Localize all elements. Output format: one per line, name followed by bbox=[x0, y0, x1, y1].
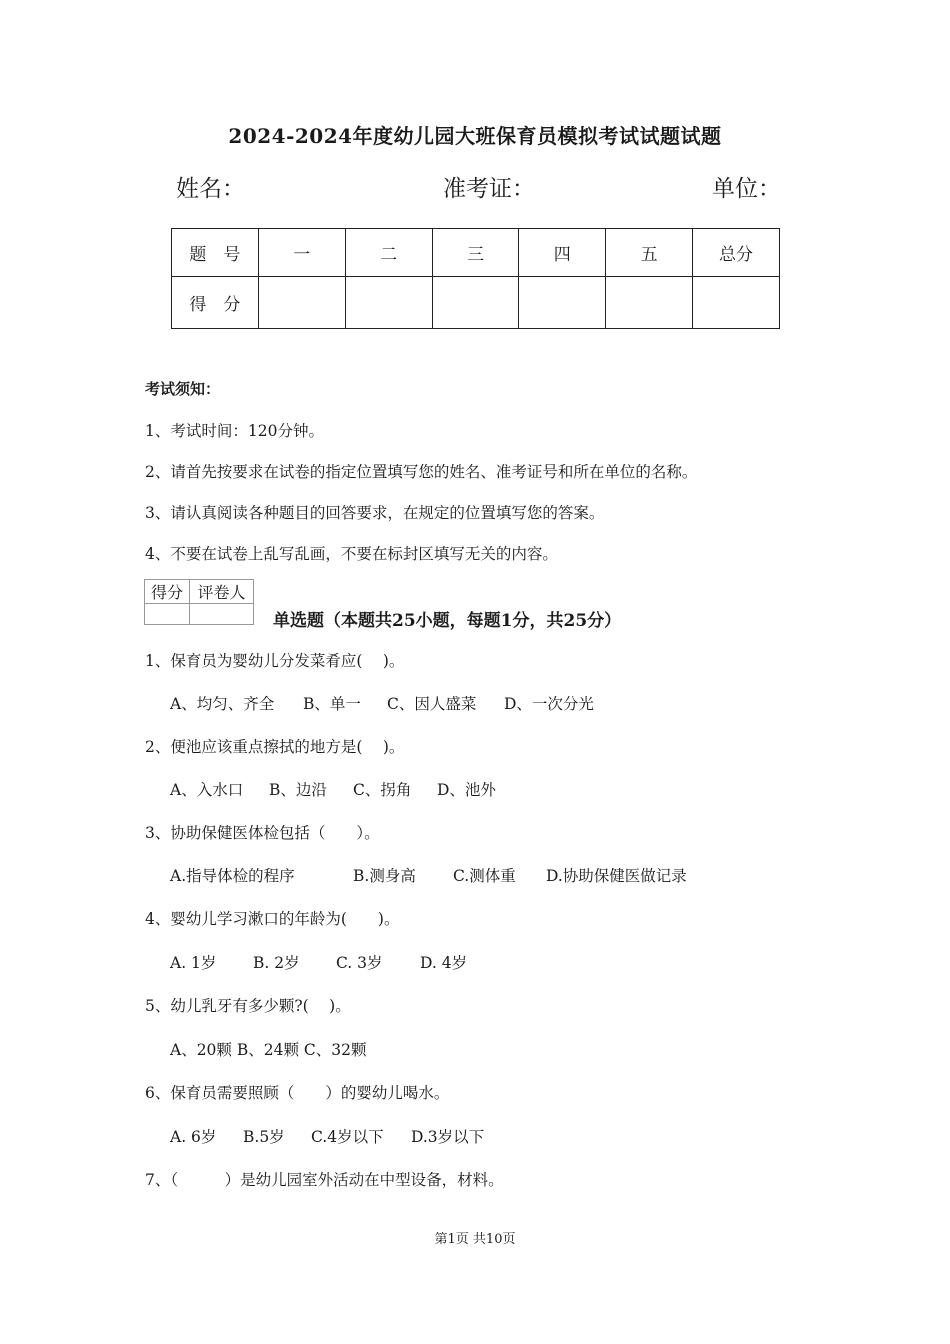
option[interactable]: D. 4岁 bbox=[420, 954, 468, 972]
notice-item: 4、不要在试卷上乱写乱画，不要在标封区填写无关的内容。 bbox=[145, 545, 558, 563]
question-text: 1、保育员为婴幼儿分发菜肴应( )。 bbox=[145, 652, 405, 670]
option[interactable]: B. 2岁 bbox=[253, 954, 300, 972]
document-title: 2024-2024年度幼儿园大班保育员模拟考试试题试题 bbox=[228, 124, 722, 148]
score-cell[interactable] bbox=[693, 277, 780, 329]
question-options bbox=[170, 1038, 366, 1060]
option[interactable]: C.4岁以下 bbox=[311, 1128, 384, 1146]
question-options bbox=[170, 778, 496, 800]
grader-score-label: 得分 bbox=[145, 580, 190, 604]
option[interactable]: C. 3岁 bbox=[336, 954, 383, 972]
score-header-cell: 四 bbox=[519, 229, 606, 277]
option[interactable]: C.测体重 bbox=[453, 867, 516, 885]
option[interactable]: B、单一 bbox=[303, 695, 361, 713]
option[interactable]: A.指导体检的程序 bbox=[170, 867, 295, 885]
page-footer: 第1页 共10页 bbox=[434, 1232, 516, 1247]
exam-id-label: 准考证： bbox=[443, 176, 535, 202]
option[interactable]: D.3岁以下 bbox=[411, 1128, 485, 1146]
score-table bbox=[171, 228, 780, 329]
question-text: 3、协助保健医体检包括（ ）。 bbox=[145, 824, 380, 842]
option[interactable]: D、一次分光 bbox=[504, 695, 594, 713]
score-cell[interactable] bbox=[606, 277, 693, 329]
question-text: 2、便池应该重点擦拭的地方是( )。 bbox=[145, 738, 405, 756]
notice-title: 考试须知： bbox=[145, 380, 221, 398]
question-text: 6、保育员需要照顾（ ）的婴幼儿喝水。 bbox=[145, 1084, 450, 1102]
option[interactable]: A. 6岁 bbox=[170, 1128, 217, 1146]
question-options bbox=[170, 692, 594, 714]
question-options bbox=[170, 1125, 484, 1147]
score-header-cell: 总分 bbox=[693, 229, 780, 277]
score-cell[interactable] bbox=[258, 277, 345, 329]
question-text: 4、婴幼儿学习漱口的年龄为( )。 bbox=[145, 910, 400, 928]
name-label: 姓名： bbox=[176, 176, 245, 202]
option[interactable]: A. 1岁 bbox=[170, 954, 217, 972]
grader-reviewer-cell[interactable] bbox=[190, 604, 254, 625]
option[interactable]: B.测身高 bbox=[353, 867, 416, 885]
option[interactable]: D、池外 bbox=[437, 781, 496, 799]
score-header-cell: 三 bbox=[432, 229, 519, 277]
score-header-cell: 一 bbox=[258, 229, 345, 277]
option[interactable]: C、因人盛菜 bbox=[387, 695, 477, 713]
notice-item: 2、请首先按要求在试卷的指定位置填写您的姓名、准考证号和所在单位的名称。 bbox=[145, 463, 698, 481]
question-text: 5、幼儿乳牙有多少颗?( )。 bbox=[145, 997, 351, 1015]
option[interactable]: B、边沿 bbox=[269, 781, 327, 799]
notice-item: 3、请认真阅读各种题目的回答要求，在规定的位置填写您的答案。 bbox=[145, 504, 605, 522]
unit-label: 单位： bbox=[712, 176, 781, 202]
score-header-cell: 题 号 bbox=[172, 229, 259, 277]
score-header-cell: 五 bbox=[606, 229, 693, 277]
question-options bbox=[170, 951, 467, 973]
score-cell[interactable] bbox=[432, 277, 519, 329]
grader-reviewer-label: 评卷人 bbox=[190, 580, 254, 604]
score-table-score-row bbox=[172, 277, 780, 329]
option[interactable]: A、均匀、齐全 bbox=[170, 695, 275, 713]
score-row-label: 得 分 bbox=[172, 277, 259, 329]
question-options bbox=[170, 864, 687, 886]
grader-box bbox=[144, 579, 254, 625]
option[interactable]: C、拐角 bbox=[353, 781, 412, 799]
grader-score-cell[interactable] bbox=[145, 604, 190, 625]
score-cell[interactable] bbox=[519, 277, 606, 329]
score-header-cell: 二 bbox=[345, 229, 432, 277]
score-cell[interactable] bbox=[345, 277, 432, 329]
notice-item: 1、考试时间：120分钟。 bbox=[145, 422, 324, 440]
section-title: 单选题（本题共25小题，每题1分，共25分） bbox=[273, 611, 622, 631]
score-table-header-row bbox=[172, 229, 780, 277]
option[interactable]: D.协助保健医做记录 bbox=[546, 867, 687, 885]
option[interactable]: B.5岁 bbox=[243, 1128, 285, 1146]
question-text: 7、（ ）是幼儿园室外活动在中型设备，材料。 bbox=[145, 1171, 504, 1189]
option[interactable]: A、20颗 B、24颗 C、32颗 bbox=[170, 1041, 367, 1059]
option[interactable]: A、入水口 bbox=[170, 781, 244, 799]
